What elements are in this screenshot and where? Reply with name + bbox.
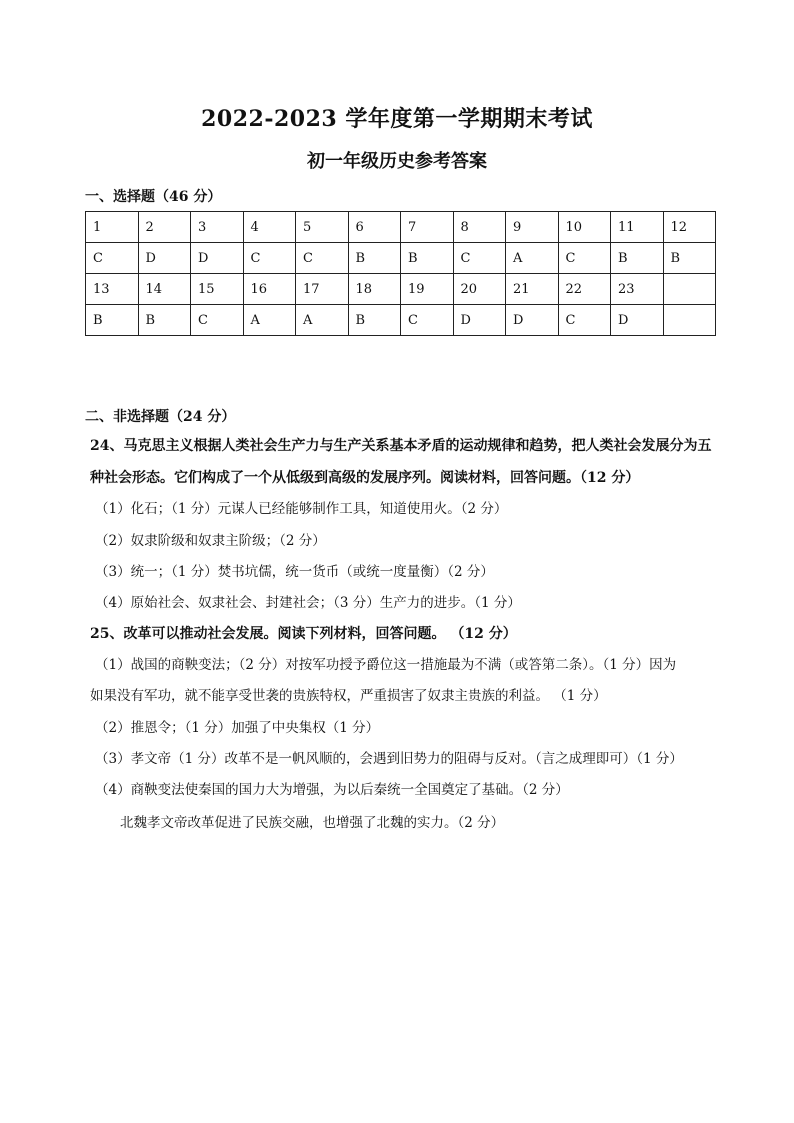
table-cell: B (348, 305, 401, 336)
document-title: 2022-2023 学年度第一学期期末考试 (201, 106, 593, 132)
table-cell: 4 (243, 212, 296, 243)
answer-25-4-continuation: 北魏孝文帝改革促进了民族交融，也增强了北魏的实力。（2 分） (120, 815, 505, 831)
table-cell: B (611, 243, 664, 274)
table-cell: A (506, 243, 559, 274)
table-cell: 21 (506, 274, 559, 305)
table-cell: C (558, 243, 611, 274)
table-row (86, 243, 716, 274)
table-cell (663, 274, 716, 305)
answer-24-2: （2）奴隶阶级和奴隶主阶级；（2 分） (95, 533, 326, 549)
answer-25-1-line-1: （1）战国的商鞅变法；（2 分）对按军功授予爵位这一措施最为不满（或答第二条）。（1 分）因为 (95, 657, 677, 673)
table-cell: 11 (611, 212, 664, 243)
table-cell: 19 (401, 274, 454, 305)
table-cell: 8 (453, 212, 506, 243)
table-row (86, 274, 716, 305)
document-subtitle: 初一年级历史参考答案 (307, 151, 487, 172)
multiple-choice-answer-table (85, 211, 716, 336)
answer-25-1-line-2: 如果没有军功，就不能享受世袭的贵族特权，严重损害了奴隶主贵族的利益。 （1 分） (90, 688, 607, 704)
table-cell: C (191, 305, 244, 336)
question-24-prompt-line-2: 种社会形态。它们构成了一个从低级到高级的发展序列。阅读材料，回答问题。（12 分） (90, 470, 640, 486)
table-cell: 23 (611, 274, 664, 305)
table-cell: 14 (138, 274, 191, 305)
table-cell: B (348, 243, 401, 274)
table-cell: 9 (506, 212, 559, 243)
table-cell: C (86, 243, 139, 274)
answer-24-4: （4）原始社会、奴隶社会、封建社会；（3 分）生产力的进步。（1 分） (95, 595, 521, 611)
answer-24-1: （1）化石；（1 分）元谋人已经能够制作工具，知道使用火。（2 分） (95, 501, 508, 517)
table-cell: A (243, 305, 296, 336)
table-cell: D (506, 305, 559, 336)
table-cell: 22 (558, 274, 611, 305)
table-cell: C (243, 243, 296, 274)
table-cell: 15 (191, 274, 244, 305)
table-cell: D (611, 305, 664, 336)
answer-24-3: （3）统一；（1 分）焚书坑儒，统一货币（或统一度量衡）（2 分） (95, 564, 494, 580)
answer-25-3: （3）孝文帝（1 分）改革不是一帆风顺的，会遇到旧势力的阻碍与反对。（言之成理即可）（1 分） (95, 751, 683, 767)
question-24-prompt-line-1: 24、马克思主义根据人类社会生产力与生产关系基本矛盾的运动规律和趋势，把人类社会发展分为五 (90, 438, 712, 454)
table-cell: 2 (138, 212, 191, 243)
table-cell: B (138, 305, 191, 336)
table-cell: 5 (296, 212, 349, 243)
table-cell: 13 (86, 274, 139, 305)
table-cell: D (138, 243, 191, 274)
table-cell: 3 (191, 212, 244, 243)
table-cell: 10 (558, 212, 611, 243)
table-cell: 6 (348, 212, 401, 243)
table-cell: 16 (243, 274, 296, 305)
section-multiple-choice-heading: 一、选择题（46 分） (85, 189, 222, 205)
table-cell: C (401, 305, 454, 336)
table-cell: 18 (348, 274, 401, 305)
table-cell: B (86, 305, 139, 336)
table-cell: C (558, 305, 611, 336)
table-cell: D (191, 243, 244, 274)
answer-25-2: （2）推恩令；（1 分）加强了中央集权（1 分） (95, 720, 380, 736)
table-cell: A (296, 305, 349, 336)
question-25-prompt: 25、改革可以推动社会发展。阅读下列材料，回答问题。 （12 分） (90, 626, 517, 642)
table-cell: 20 (453, 274, 506, 305)
table-cell: 1 (86, 212, 139, 243)
table-cell: 17 (296, 274, 349, 305)
table-cell (663, 305, 716, 336)
table-cell: 7 (401, 212, 454, 243)
answer-25-4: （4）商鞅变法使秦国的国力大为增强，为以后秦统一全国奠定了基础。（2 分） (95, 782, 569, 798)
table-cell: B (401, 243, 454, 274)
table-cell: B (663, 243, 716, 274)
table-row (86, 305, 716, 336)
table-cell: D (453, 305, 506, 336)
table-cell: C (296, 243, 349, 274)
table-cell: C (453, 243, 506, 274)
table-cell: 12 (663, 212, 716, 243)
table-row (86, 212, 716, 243)
section-open-questions-heading: 二、非选择题（24 分） (85, 409, 236, 425)
